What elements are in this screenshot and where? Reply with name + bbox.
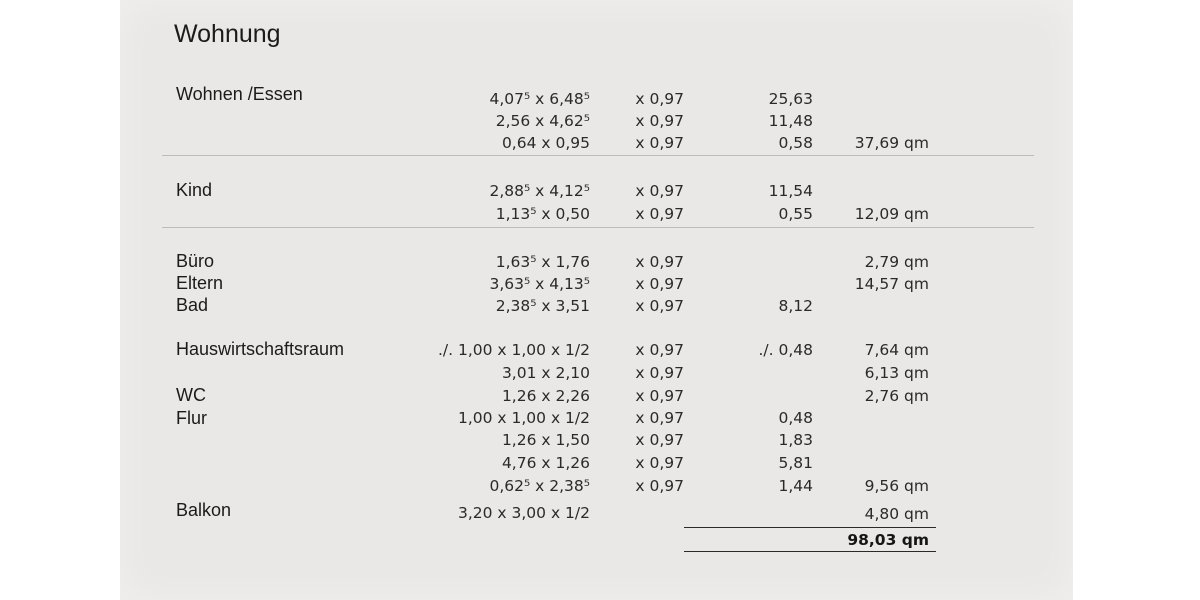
row-subtotal: 11,48	[768, 112, 813, 130]
row-factor: x 0,97	[635, 112, 684, 130]
row-total: 12,09 qm	[854, 205, 929, 223]
row-factor: x 0,97	[635, 364, 684, 382]
room-label-kind: Kind	[176, 180, 213, 200]
row-factor: x 0,97	[635, 253, 684, 271]
row-factor: x 0,97	[635, 454, 684, 472]
room-label-wohnen-essen: Wohnen /Essen	[176, 84, 303, 104]
row-subtotal: 1,44	[778, 477, 813, 495]
row-subtotal: 0,55	[778, 205, 813, 223]
row-factor: x 0,97	[635, 409, 684, 427]
grand-total: 98,03 qm	[847, 531, 929, 549]
row-factor: x 0,97	[635, 134, 684, 152]
row-factor: x 0,97	[635, 477, 684, 495]
page-title: Wohnung	[174, 20, 281, 48]
row-total: 9,56 qm	[864, 477, 929, 495]
row-dimensions: ./. 1,00 x 1,00 x 1/2	[437, 341, 590, 359]
room-label-wc: WC	[176, 385, 206, 405]
room-label-hauswirtschaftsraum: Hauswirtschaftsraum	[176, 339, 345, 359]
sum-line-bottom	[684, 551, 936, 552]
row-dimensions: 1,26 x 2,26	[501, 387, 590, 405]
room-label-flur: Flur	[176, 408, 207, 428]
row-subtotal: ./. 0,48	[758, 341, 813, 359]
sum-line-top	[684, 527, 936, 528]
row-dimensions: 4,76 x 1,26	[501, 454, 590, 472]
row-factor: x 0,97	[635, 431, 684, 449]
row-dimensions: 3,63⁵ x 4,13⁵	[489, 275, 590, 293]
row-dimensions: 0,64 x 0,95	[501, 134, 590, 152]
row-dimensions: 2,56 x 4,62⁵	[495, 112, 590, 130]
row-factor: x 0,97	[635, 182, 684, 200]
row-total: 14,57 qm	[854, 275, 929, 293]
row-factor: x 0,97	[635, 275, 684, 293]
row-dimensions: 1,26 x 1,50	[501, 431, 590, 449]
row-factor: x 0,97	[635, 90, 684, 108]
row-dimensions: 3,20 x 3,00 x 1/2	[457, 504, 590, 522]
row-dimensions: 4,07⁵ x 6,48⁵	[489, 90, 590, 108]
row-factor: x 0,97	[635, 297, 684, 315]
row-factor: x 0,97	[635, 341, 684, 359]
row-dimensions: 1,00 x 1,00 x 1/2	[457, 409, 590, 427]
row-dimensions: 2,88⁵ x 4,12⁵	[489, 182, 590, 200]
room-label-eltern: Eltern	[176, 273, 224, 293]
row-dimensions: 2,38⁵ x 3,51	[495, 297, 590, 315]
row-subtotal: 5,81	[778, 454, 813, 472]
row-subtotal: 0,58	[778, 134, 813, 152]
row-subtotal: 11,54	[768, 182, 813, 200]
row-subtotal: 0,48	[778, 409, 813, 427]
section-divider	[162, 227, 1034, 228]
room-label-balkon: Balkon	[176, 500, 232, 520]
row-subtotal: 8,12	[778, 297, 813, 315]
row-factor: x 0,97	[635, 205, 684, 223]
section-divider	[162, 155, 1034, 156]
row-factor: x 0,97	[635, 387, 684, 405]
row-total: 2,76 qm	[864, 387, 929, 405]
row-dimensions: 1,63⁵ x 1,76	[495, 253, 590, 271]
row-dimensions: 0,62⁵ x 2,38⁵	[489, 477, 590, 495]
row-subtotal: 1,83	[778, 431, 813, 449]
row-dimensions: 3,01 x 2,10	[501, 364, 590, 382]
row-dimensions: 1,13⁵ x 0,50	[495, 205, 590, 223]
row-total: 6,13 qm	[864, 364, 929, 382]
room-label-buero: Büro	[176, 251, 215, 271]
row-total: 37,69 qm	[854, 134, 929, 152]
row-total: 4,80 qm	[864, 505, 929, 523]
room-label-bad: Bad	[176, 295, 209, 315]
row-subtotal: 25,63	[768, 90, 813, 108]
row-total: 7,64 qm	[864, 341, 929, 359]
row-total: 2,79 qm	[864, 253, 929, 271]
